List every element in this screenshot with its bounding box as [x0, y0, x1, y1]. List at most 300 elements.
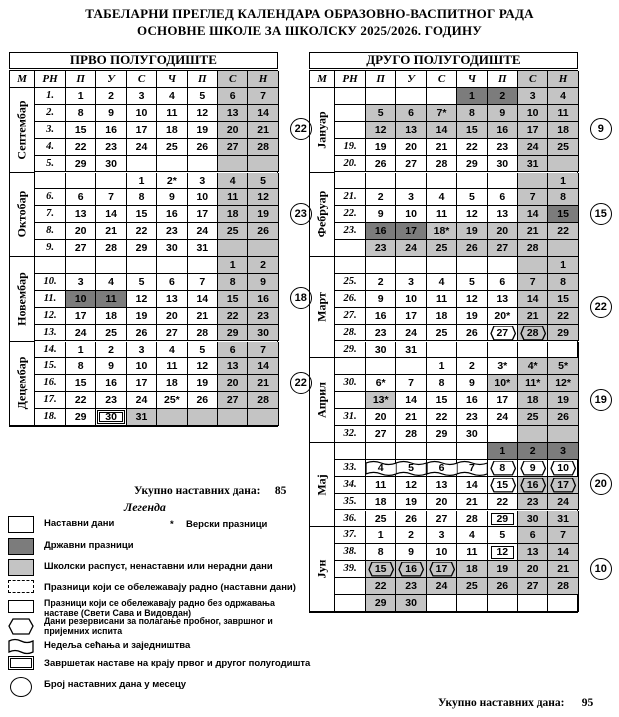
day-cell[interactable] [548, 156, 578, 173]
day-cell[interactable]: 27 [218, 139, 248, 156]
day-cell[interactable]: 29 [66, 409, 96, 426]
day-cell[interactable] [457, 173, 487, 190]
day-cell[interactable]: 20 [488, 223, 518, 240]
day-cell[interactable]: 30 [457, 426, 487, 443]
day-cell[interactable]: 14 [457, 477, 487, 494]
day-cell[interactable]: 4 [457, 527, 487, 544]
day-cell[interactable]: 26 [188, 392, 218, 409]
day-cell[interactable]: 14 [518, 206, 548, 223]
day-cell[interactable]: 9 [396, 544, 426, 561]
day-cell[interactable]: 2* [157, 173, 187, 190]
day-cell[interactable]: 14 [518, 291, 548, 308]
day-cell[interactable]: 24 [548, 494, 578, 511]
day-cell[interactable]: 9 [457, 375, 487, 392]
day-cell[interactable]: 28 [248, 392, 278, 409]
day-cell[interactable] [396, 443, 426, 460]
day-cell[interactable]: 10 [427, 544, 457, 561]
day-cell[interactable]: 7 [518, 274, 548, 291]
day-cell[interactable]: 11 [96, 291, 126, 308]
day-cell[interactable]: 2 [96, 88, 126, 105]
day-cell[interactable]: 2 [396, 527, 426, 544]
day-cell[interactable]: 24 [127, 139, 157, 156]
day-cell[interactable]: 27 [518, 578, 548, 595]
day-cell[interactable]: 17 [548, 477, 578, 494]
day-cell[interactable] [188, 257, 218, 274]
day-cell[interactable]: 3 [548, 443, 578, 460]
day-cell[interactable]: 1 [488, 443, 518, 460]
day-cell[interactable]: 1 [66, 342, 96, 359]
day-cell[interactable] [518, 426, 548, 443]
day-cell[interactable] [96, 257, 126, 274]
day-cell[interactable]: 24 [188, 223, 218, 240]
day-cell[interactable]: 2 [366, 274, 396, 291]
day-cell[interactable]: 3* [488, 358, 518, 375]
day-cell[interactable]: 12 [488, 544, 518, 561]
day-cell[interactable]: 8 [488, 460, 518, 477]
day-cell[interactable]: 15 [427, 392, 457, 409]
day-cell[interactable]: 21 [457, 494, 487, 511]
day-cell[interactable]: 9 [96, 358, 126, 375]
day-cell[interactable] [218, 409, 248, 426]
day-cell[interactable] [96, 173, 126, 190]
day-cell[interactable]: 10 [396, 206, 426, 223]
day-cell[interactable] [548, 240, 578, 257]
day-cell[interactable] [396, 257, 426, 274]
day-cell[interactable]: 12 [457, 291, 487, 308]
day-cell[interactable]: 18 [518, 392, 548, 409]
day-cell[interactable]: 25 [548, 139, 578, 156]
day-cell[interactable]: 4 [157, 88, 187, 105]
day-cell[interactable] [66, 173, 96, 190]
day-cell[interactable]: 8 [366, 544, 396, 561]
day-cell[interactable]: 5* [548, 358, 578, 375]
day-cell[interactable]: 4 [157, 342, 187, 359]
day-cell[interactable]: 11 [366, 477, 396, 494]
day-cell[interactable] [427, 342, 457, 359]
day-cell[interactable] [366, 257, 396, 274]
day-cell[interactable] [188, 409, 218, 426]
day-cell[interactable]: 2 [488, 88, 518, 105]
day-cell[interactable]: 28 [188, 325, 218, 342]
day-cell[interactable]: 20 [157, 308, 187, 325]
day-cell[interactable]: 16 [518, 477, 548, 494]
day-cell[interactable]: 27 [218, 392, 248, 409]
day-cell[interactable]: 15 [548, 291, 578, 308]
day-cell[interactable]: 27 [488, 240, 518, 257]
day-cell[interactable] [488, 173, 518, 190]
day-cell[interactable]: 27 [157, 325, 187, 342]
day-cell[interactable]: 15 [218, 291, 248, 308]
day-cell[interactable]: 23 [518, 494, 548, 511]
day-cell[interactable]: 18 [457, 561, 487, 578]
day-cell[interactable] [548, 595, 578, 612]
day-cell[interactable]: 14 [396, 392, 426, 409]
day-cell[interactable]: 21 [396, 409, 426, 426]
day-cell[interactable]: 23 [457, 409, 487, 426]
day-cell[interactable]: 16 [396, 561, 426, 578]
day-cell[interactable]: 20 [218, 122, 248, 139]
day-cell[interactable]: 1 [457, 88, 487, 105]
day-cell[interactable]: 9 [518, 460, 548, 477]
day-cell[interactable]: 15 [488, 477, 518, 494]
day-cell[interactable]: 11 [157, 358, 187, 375]
day-cell[interactable]: 2 [457, 358, 487, 375]
day-cell[interactable]: 6 [488, 274, 518, 291]
day-cell[interactable] [427, 173, 457, 190]
day-cell[interactable] [396, 173, 426, 190]
day-cell[interactable]: 26 [488, 578, 518, 595]
day-cell[interactable]: 21 [518, 223, 548, 240]
day-cell[interactable]: 3 [127, 342, 157, 359]
day-cell[interactable]: 6 [218, 88, 248, 105]
day-cell[interactable]: 3 [66, 274, 96, 291]
day-cell[interactable] [518, 257, 548, 274]
day-cell[interactable]: 14 [548, 544, 578, 561]
day-cell[interactable]: 12 [127, 291, 157, 308]
day-cell[interactable] [488, 595, 518, 612]
day-cell[interactable]: 12 [248, 189, 278, 206]
day-cell[interactable]: 22 [488, 494, 518, 511]
day-cell[interactable]: 6 [427, 460, 457, 477]
day-cell[interactable] [218, 156, 248, 173]
day-cell[interactable]: 9 [488, 105, 518, 122]
day-cell[interactable]: 4 [96, 274, 126, 291]
day-cell[interactable]: 17 [488, 392, 518, 409]
day-cell[interactable]: 8 [427, 375, 457, 392]
day-cell[interactable]: 31 [127, 409, 157, 426]
day-cell[interactable] [427, 595, 457, 612]
day-cell[interactable]: 26 [457, 240, 487, 257]
day-cell[interactable]: 25 [366, 511, 396, 528]
day-cell[interactable] [457, 443, 487, 460]
day-cell[interactable]: 3 [427, 527, 457, 544]
day-cell[interactable]: 25 [518, 409, 548, 426]
day-cell[interactable]: 3 [396, 189, 426, 206]
day-cell[interactable] [548, 426, 578, 443]
day-cell[interactable]: 30 [396, 595, 426, 612]
day-cell[interactable]: 27 [427, 511, 457, 528]
day-cell[interactable]: 15 [127, 206, 157, 223]
day-cell[interactable]: 31 [396, 342, 426, 359]
day-cell[interactable]: 18 [548, 122, 578, 139]
day-cell[interactable]: 22 [457, 139, 487, 156]
day-cell[interactable]: 30 [96, 409, 126, 426]
day-cell[interactable]: 16 [366, 308, 396, 325]
day-cell[interactable]: 19 [188, 122, 218, 139]
day-cell[interactable]: 10 [127, 358, 157, 375]
day-cell[interactable]: 6 [66, 189, 96, 206]
day-cell[interactable]: 4 [218, 173, 248, 190]
day-cell[interactable]: 28 [518, 325, 548, 342]
day-cell[interactable]: 12* [548, 375, 578, 392]
day-cell[interactable]: 8 [66, 105, 96, 122]
day-cell[interactable] [396, 88, 426, 105]
day-cell[interactable]: 27 [396, 156, 426, 173]
day-cell[interactable]: 25 [218, 223, 248, 240]
day-cell[interactable]: 20 [427, 494, 457, 511]
day-cell[interactable]: 30 [96, 156, 126, 173]
day-cell[interactable]: 23 [396, 578, 426, 595]
day-cell[interactable]: 17 [127, 375, 157, 392]
day-cell[interactable]: 29 [66, 156, 96, 173]
day-cell[interactable]: 26 [366, 156, 396, 173]
day-cell[interactable] [66, 257, 96, 274]
day-cell[interactable]: 13 [66, 206, 96, 223]
day-cell[interactable]: 19 [457, 223, 487, 240]
day-cell[interactable]: 18 [366, 494, 396, 511]
day-cell[interactable]: 13 [157, 291, 187, 308]
day-cell[interactable]: 7 [518, 189, 548, 206]
day-cell[interactable]: 23 [157, 223, 187, 240]
day-cell[interactable]: 20 [366, 409, 396, 426]
day-cell[interactable]: 21 [96, 223, 126, 240]
day-cell[interactable]: 21 [518, 308, 548, 325]
day-cell[interactable] [188, 156, 218, 173]
day-cell[interactable]: 19 [188, 375, 218, 392]
day-cell[interactable]: 4 [548, 88, 578, 105]
day-cell[interactable]: 13 [427, 477, 457, 494]
day-cell[interactable]: 27 [366, 426, 396, 443]
day-cell[interactable]: 17 [66, 308, 96, 325]
day-cell[interactable]: 21 [188, 308, 218, 325]
day-cell[interactable]: 29 [488, 511, 518, 528]
day-cell[interactable]: 12 [188, 105, 218, 122]
day-cell[interactable]: 6 [157, 274, 187, 291]
day-cell[interactable]: 24 [66, 325, 96, 342]
day-cell[interactable]: 6 [396, 105, 426, 122]
day-cell[interactable]: 14 [188, 291, 218, 308]
day-cell[interactable]: 30 [518, 511, 548, 528]
day-cell[interactable]: 28 [396, 426, 426, 443]
day-cell[interactable]: 29 [366, 595, 396, 612]
day-cell[interactable]: 26 [548, 409, 578, 426]
day-cell[interactable] [248, 156, 278, 173]
day-cell[interactable]: 7 [96, 189, 126, 206]
day-cell[interactable]: 30 [157, 240, 187, 257]
day-cell[interactable]: 9 [248, 274, 278, 291]
day-cell[interactable]: 3 [127, 88, 157, 105]
day-cell[interactable]: 26 [188, 139, 218, 156]
day-cell[interactable]: 7 [248, 342, 278, 359]
day-cell[interactable] [427, 443, 457, 460]
day-cell[interactable]: 22 [548, 223, 578, 240]
day-cell[interactable] [366, 173, 396, 190]
day-cell[interactable]: 19 [396, 494, 426, 511]
day-cell[interactable]: 19 [127, 308, 157, 325]
day-cell[interactable]: 5 [457, 274, 487, 291]
day-cell[interactable]: 28 [427, 156, 457, 173]
day-cell[interactable] [218, 240, 248, 257]
day-cell[interactable]: 15 [457, 122, 487, 139]
day-cell[interactable]: 29 [218, 325, 248, 342]
day-cell[interactable]: 13 [218, 105, 248, 122]
day-cell[interactable]: 8 [548, 274, 578, 291]
day-cell[interactable]: 13 [396, 122, 426, 139]
day-cell[interactable]: 15 [548, 206, 578, 223]
day-cell[interactable]: 19 [248, 206, 278, 223]
day-cell[interactable]: 7 [548, 527, 578, 544]
day-cell[interactable] [366, 88, 396, 105]
day-cell[interactable]: 19 [457, 308, 487, 325]
day-cell[interactable]: 29 [548, 325, 578, 342]
day-cell[interactable]: 13 [518, 544, 548, 561]
day-cell[interactable]: 18 [218, 206, 248, 223]
day-cell[interactable]: 5 [188, 88, 218, 105]
day-cell[interactable]: 11 [427, 206, 457, 223]
day-cell[interactable] [518, 595, 548, 612]
day-cell[interactable]: 9 [96, 105, 126, 122]
day-cell[interactable]: 28 [518, 240, 548, 257]
day-cell[interactable]: 11 [218, 189, 248, 206]
day-cell[interactable]: 22 [548, 308, 578, 325]
day-cell[interactable]: 31 [188, 240, 218, 257]
day-cell[interactable] [366, 358, 396, 375]
day-cell[interactable]: 25 [157, 139, 187, 156]
day-cell[interactable]: 26 [396, 511, 426, 528]
day-cell[interactable]: 31 [518, 156, 548, 173]
day-cell[interactable]: 4 [366, 460, 396, 477]
day-cell[interactable]: 22 [66, 139, 96, 156]
day-cell[interactable]: 9 [366, 291, 396, 308]
day-cell[interactable]: 5 [488, 527, 518, 544]
day-cell[interactable]: 16 [157, 206, 187, 223]
day-cell[interactable]: 10* [488, 375, 518, 392]
day-cell[interactable]: 6 [518, 527, 548, 544]
day-cell[interactable]: 17 [396, 308, 426, 325]
day-cell[interactable] [457, 595, 487, 612]
day-cell[interactable]: 5 [188, 342, 218, 359]
day-cell[interactable]: 7 [396, 375, 426, 392]
day-cell[interactable]: 14 [248, 358, 278, 375]
day-cell[interactable]: 22 [366, 578, 396, 595]
day-cell[interactable]: 16 [96, 375, 126, 392]
day-cell[interactable]: 4 [427, 189, 457, 206]
day-cell[interactable]: 1 [548, 257, 578, 274]
day-cell[interactable] [457, 342, 487, 359]
day-cell[interactable]: 21 [248, 375, 278, 392]
day-cell[interactable]: 10 [188, 189, 218, 206]
day-cell[interactable]: 28 [457, 511, 487, 528]
day-cell[interactable]: 28 [96, 240, 126, 257]
day-cell[interactable]: 17 [427, 561, 457, 578]
day-cell[interactable]: 20 [66, 223, 96, 240]
day-cell[interactable]: 13 [218, 358, 248, 375]
day-cell[interactable]: 13 [488, 291, 518, 308]
day-cell[interactable] [127, 257, 157, 274]
day-cell[interactable]: 21 [548, 561, 578, 578]
day-cell[interactable]: 1 [66, 88, 96, 105]
day-cell[interactable]: 30 [366, 342, 396, 359]
day-cell[interactable] [157, 257, 187, 274]
day-cell[interactable]: 2 [248, 257, 278, 274]
day-cell[interactable] [518, 173, 548, 190]
day-cell[interactable]: 28 [548, 578, 578, 595]
day-cell[interactable]: 25 [427, 240, 457, 257]
day-cell[interactable]: 5 [457, 189, 487, 206]
day-cell[interactable]: 12 [396, 477, 426, 494]
day-cell[interactable]: 3 [518, 88, 548, 105]
day-cell[interactable]: 20 [218, 375, 248, 392]
day-cell[interactable]: 12 [457, 206, 487, 223]
day-cell[interactable] [396, 358, 426, 375]
day-cell[interactable]: 22 [66, 392, 96, 409]
day-cell[interactable]: 1 [218, 257, 248, 274]
day-cell[interactable]: 7 [248, 88, 278, 105]
day-cell[interactable]: 10 [548, 460, 578, 477]
day-cell[interactable]: 23 [366, 240, 396, 257]
day-cell[interactable]: 5 [248, 173, 278, 190]
day-cell[interactable]: 11 [548, 105, 578, 122]
day-cell[interactable] [548, 342, 578, 359]
day-cell[interactable] [248, 409, 278, 426]
day-cell[interactable]: 18* [427, 223, 457, 240]
day-cell[interactable]: 25 [427, 325, 457, 342]
day-cell[interactable]: 6 [488, 189, 518, 206]
day-cell[interactable]: 22 [127, 223, 157, 240]
day-cell[interactable]: 4 [427, 274, 457, 291]
day-cell[interactable]: 20* [488, 308, 518, 325]
day-cell[interactable]: 26 [127, 325, 157, 342]
day-cell[interactable]: 18 [427, 308, 457, 325]
day-cell[interactable]: 25 [96, 325, 126, 342]
day-cell[interactable]: 10 [66, 291, 96, 308]
day-cell[interactable]: 19 [548, 392, 578, 409]
day-cell[interactable]: 5 [396, 460, 426, 477]
day-cell[interactable]: 14 [427, 122, 457, 139]
day-cell[interactable] [127, 156, 157, 173]
day-cell[interactable]: 9 [366, 206, 396, 223]
day-cell[interactable]: 29 [127, 240, 157, 257]
day-cell[interactable]: 5 [127, 274, 157, 291]
day-cell[interactable]: 1 [127, 173, 157, 190]
day-cell[interactable]: 12 [366, 122, 396, 139]
day-cell[interactable]: 16 [366, 223, 396, 240]
day-cell[interactable]: 14 [96, 206, 126, 223]
day-cell[interactable]: 15 [66, 122, 96, 139]
day-cell[interactable]: 23 [248, 308, 278, 325]
day-cell[interactable]: 27 [488, 325, 518, 342]
day-cell[interactable]: 16 [96, 122, 126, 139]
day-cell[interactable] [157, 156, 187, 173]
day-cell[interactable]: 17 [188, 206, 218, 223]
day-cell[interactable]: 24 [127, 392, 157, 409]
day-cell[interactable] [518, 342, 548, 359]
day-cell[interactable]: 21 [427, 139, 457, 156]
day-cell[interactable] [248, 240, 278, 257]
day-cell[interactable]: 24 [396, 240, 426, 257]
day-cell[interactable]: 9 [157, 189, 187, 206]
day-cell[interactable]: 15 [366, 561, 396, 578]
day-cell[interactable]: 17 [396, 223, 426, 240]
day-cell[interactable]: 23 [96, 392, 126, 409]
day-cell[interactable]: 18 [157, 375, 187, 392]
day-cell[interactable]: 15 [66, 375, 96, 392]
day-cell[interactable]: 29 [457, 156, 487, 173]
day-cell[interactable]: 2 [366, 189, 396, 206]
day-cell[interactable]: 18 [96, 308, 126, 325]
day-cell[interactable]: 12 [188, 358, 218, 375]
day-cell[interactable]: 6 [218, 342, 248, 359]
day-cell[interactable]: 23 [366, 325, 396, 342]
day-cell[interactable]: 30 [488, 156, 518, 173]
day-cell[interactable]: 27 [66, 240, 96, 257]
day-cell[interactable]: 1 [427, 358, 457, 375]
day-cell[interactable]: 8 [66, 358, 96, 375]
day-cell[interactable]: 11 [157, 105, 187, 122]
day-cell[interactable]: 1 [366, 527, 396, 544]
day-cell[interactable]: 24 [396, 325, 426, 342]
day-cell[interactable]: 20 [396, 139, 426, 156]
